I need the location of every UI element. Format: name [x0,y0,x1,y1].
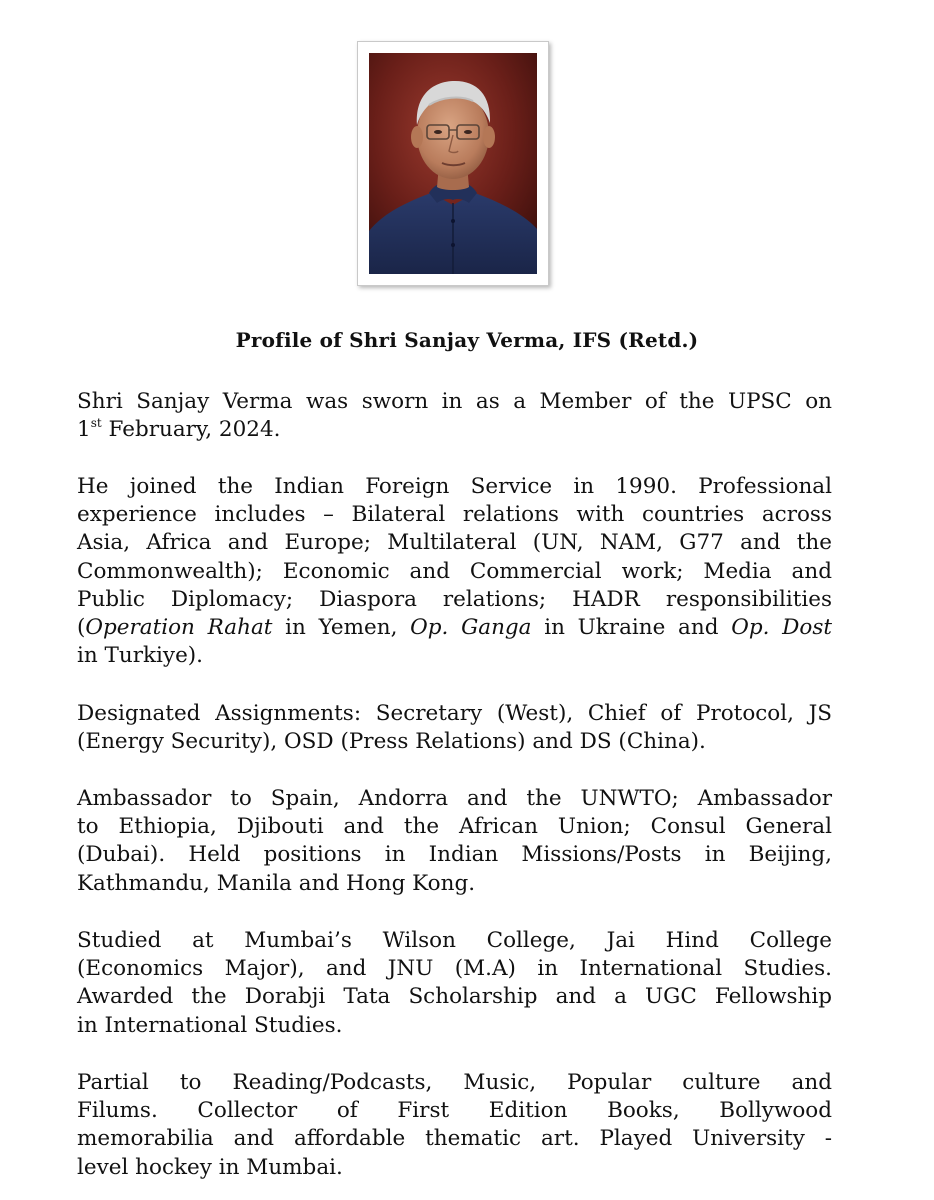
text-line: memorabilia and affordable thematic art. Played University - [77,1126,832,1152]
text-line: (Dubai). Held positions in Indian Missions/Posts in Beijing, [77,842,832,868]
text-line: Partial to Reading/Podcasts, Music, Popular culture and [77,1070,832,1095]
text-line: in Turkiye). [77,643,204,669]
paragraph-education [77,927,832,1040]
profile-title: Profile of Shri Sanjay Verma, IFS (Retd.) [235,328,699,352]
text-line: Shri Sanjay Verma was sworn in as a Member of the UPSC on [77,389,832,414]
paragraph-interests [77,1069,832,1182]
text-line: to Ethiopia, Djibouti and the African Union; Consul General [77,814,832,840]
text-line: Kathmandu, Manila and Hong Kong. [77,870,476,896]
text-line: experience includes – Bilateral relations with countries across [77,502,832,528]
text-line: Filums. Collector of First Edition Books, Bollywood [77,1098,832,1124]
text-line: (Economics Major), and JNU (M.A) in International Studies. [77,956,832,982]
text-line: Ambassador to Spain, Andorra and the UNWTO; Ambassador [77,786,832,811]
paragraph-ambassador [77,785,832,898]
text-line: Designated Assignments: Secretary (West), Chief of Protocol, JS [77,701,832,726]
text-line: Asia, Africa and Europe; Multilateral (UN, NAM, G77 and the [77,530,832,556]
text-line: 1st February, 2024. [77,416,281,443]
text-line: Awarded the Dorabji Tata Scholarship and a UGC Fellowship [77,984,832,1010]
portrait-photo [369,53,537,274]
text-line: He joined the Indian Foreign Service in 1990. Professional [77,474,832,499]
text-line: Commonwealth); Economic and Commercial work; Media and [77,558,832,584]
text-line: level hockey in Mumbai. [77,1154,343,1180]
text-line: Studied at Mumbai’s Wilson College, Jai Hind College [77,928,832,953]
text-line: in International Studies. [77,1012,343,1038]
paragraph-membership [77,388,832,444]
text-line: (Operation Rahat in Yemen, Op. Ganga in Ukraine and Op. Dost [77,615,832,641]
text-line: Public Diplomacy; Diaspora relations; HADR responsibilities [77,586,832,612]
paragraph-assignments [77,700,832,756]
portrait-photo-frame [357,41,549,286]
paragraph-career [77,473,832,670]
text-line: (Energy Security), OSD (Press Relations) and DS (China). [77,729,706,755]
